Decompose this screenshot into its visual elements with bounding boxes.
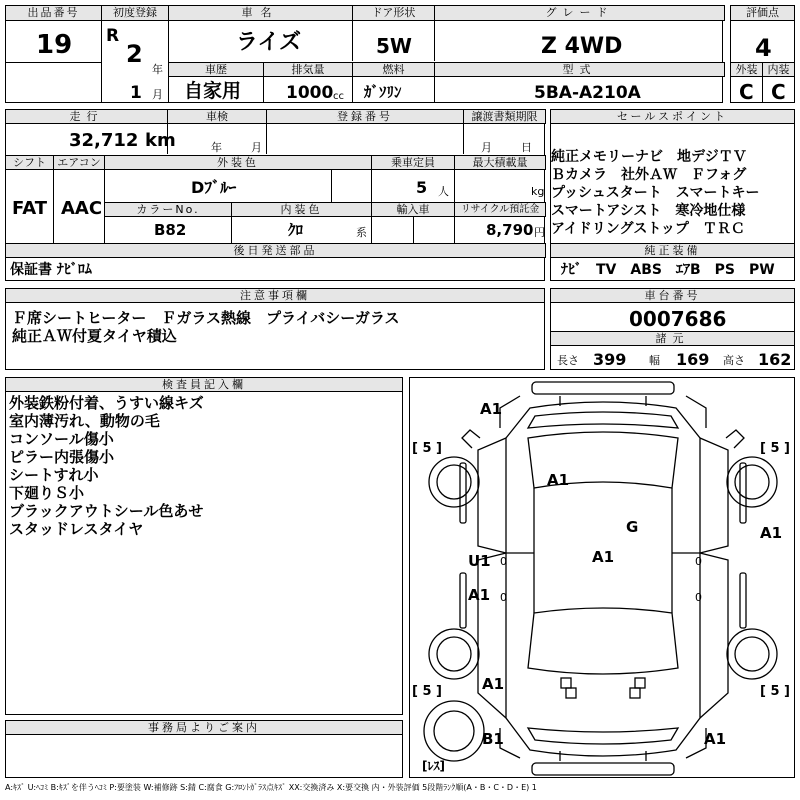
damage-diagram [409, 377, 795, 778]
wid-label: 幅 [649, 354, 660, 367]
disp-label: 排気量 [263, 62, 353, 77]
disp-unit: cc [333, 91, 344, 102]
notes-line: Ｆ席シートヒーター Ｆガラス熱線 プライバシーガラス [12, 309, 400, 327]
header-block [5, 5, 723, 103]
reg-year-unit: 年 [152, 63, 163, 76]
damage-mark: A1 [760, 524, 783, 542]
inspector-lines [6, 392, 402, 538]
door-label: ドア形状 [352, 5, 435, 21]
notes-label: 注意事項欄 [6, 289, 544, 303]
model-label: 型式 [434, 62, 725, 77]
equip-label: 純正装備 [550, 243, 795, 258]
reg-month-unit: 月 [152, 88, 163, 101]
office-block [5, 720, 403, 778]
mileage-label: 走行 [5, 109, 168, 124]
car-name: ライズ [236, 30, 302, 55]
transfer-day: 日 [521, 141, 532, 154]
inspection-year: 年 [211, 141, 222, 154]
transfer-label: 譲渡書類期限 [463, 109, 546, 124]
capacity-unit: 人 [438, 185, 449, 198]
chassis-label: 車台番号 [551, 289, 794, 303]
ext-rating: C [739, 80, 754, 104]
zero-mark: 0 [500, 555, 507, 568]
rating-label: 評価点 [730, 5, 795, 21]
int-label: 内装 [762, 62, 795, 77]
damage-mark: A1 [482, 675, 505, 693]
inspector-line: コンソール傷小 [9, 430, 114, 448]
inspection-month: 月 [251, 141, 262, 154]
ext-label: 外装 [730, 62, 763, 77]
wid-value: 169 [676, 350, 710, 369]
sales-line: プッシュスタート スマートキー [551, 185, 760, 201]
rating-block [730, 5, 795, 103]
recycle-unit: 円 [534, 226, 545, 239]
transfer-month: 月 [481, 141, 492, 154]
tire-depth: [ 5 ] [412, 684, 442, 699]
chassis-block [550, 288, 795, 370]
ac-label: エアコン [53, 155, 105, 170]
reg-month: 1 [130, 83, 142, 103]
fuel-value: ｶﾞｿﾘﾝ [364, 83, 402, 101]
shift-value: FAT [12, 198, 48, 219]
mileage-value: 32,712 [69, 130, 139, 151]
sales-line: Ｂカメラ 社外ＡＷ Ｆフォグ [551, 167, 747, 183]
damage-mark: G [626, 518, 639, 536]
int-rating: C [771, 80, 786, 104]
capacity-value: 5 [416, 178, 428, 197]
load-label: 最大積載量 [454, 155, 546, 170]
notes-line: 純正ＡＷ付夏タイヤ積込 [12, 327, 177, 345]
inspector-label: 検査員記入欄 [6, 378, 402, 392]
plate-label: 登録番号 [266, 109, 464, 124]
tire-depth: [ 5 ] [412, 441, 442, 456]
sales-line: スマートアシスト 寒冷地仕様 [551, 203, 746, 219]
history-value: 自家用 [184, 80, 242, 102]
inspector-line: スタッドレスタイヤ [9, 520, 144, 538]
tire-depth: [ 5 ] [760, 441, 790, 456]
inspector-line: シートすれ小 [9, 466, 99, 484]
spec-block [5, 109, 545, 281]
legend-text: A:ｷｽﾞ U:ﾍｺﾐ B:ｷｽﾞを伴うﾍｺﾐ P:要塗装 W:補修跡 S:錆 C:腐食 G:ﾌﾛﾝﾄｶﾞﾗｽ点ｷｽﾞ XX:交換済み X:要交換 内・外装評価 5段階ﾗﾝｸ順(A・B・C・D・E) 1 [5, 783, 537, 792]
shift-label: シフト [5, 155, 54, 170]
inspector-line: ブラックアウトシール色あせ [9, 502, 204, 520]
car-outline-svg [410, 378, 796, 779]
grade-label: グレード [434, 5, 725, 21]
door-value: 5W [376, 34, 412, 58]
spare-tire: [ﾚｽ] [422, 759, 445, 773]
len-label: 長さ [557, 354, 579, 367]
notes-block [5, 288, 545, 370]
int-color-unit: 系 [356, 226, 367, 239]
damage-mark: A1 [592, 548, 615, 566]
history-label: 車歴 [168, 62, 264, 77]
reg-label: 初度登録 [101, 5, 169, 21]
int-color-value: ｸﾛ [288, 221, 304, 239]
rating-value: 4 [755, 34, 772, 62]
damage-mark: A1 [547, 471, 570, 489]
inspector-line: ピラー内張傷小 [9, 448, 115, 466]
hei-value: 162 [758, 350, 792, 369]
car-label: 車名 [168, 5, 353, 21]
inspection-label: 車検 [167, 109, 267, 124]
later-value: 保証書 ﾅﾋﾞﾛﾑ [10, 262, 92, 278]
damage-mark: U1 [468, 552, 491, 570]
damage-mark: A1 [468, 586, 491, 604]
color-no-label: カラーNo. [104, 202, 232, 217]
dims-label: 諸元 [550, 331, 795, 346]
zero-mark: 0 [695, 555, 702, 568]
reg-year: 2 [126, 40, 143, 68]
chassis-value: 0007686 [629, 307, 727, 331]
ac-value: AAC [61, 198, 103, 219]
damage-mark: B1 [482, 730, 504, 748]
lot-value: 19 [36, 30, 73, 60]
recycle-label: リサイクル預託金 [454, 202, 546, 217]
ext-color-label: 外装色 [104, 155, 372, 170]
capacity-label: 乗車定員 [371, 155, 455, 170]
damage-mark: A1 [704, 730, 727, 748]
sales-line: アイドリングストップ ＴＲＣ [551, 221, 745, 237]
fuel-label: 燃料 [352, 62, 435, 77]
mileage-unit: km [145, 130, 176, 151]
int-color-label: 内装色 [231, 202, 372, 217]
load-unit: kg [531, 185, 545, 198]
zero-mark: 0 [695, 591, 702, 604]
later-label: 後日発送部品 [5, 243, 546, 258]
office-label: 事務局よりご案内 [6, 721, 402, 735]
grade-value: Z 4WD [541, 34, 623, 59]
sales-label: セールスポイント [551, 110, 794, 124]
sales-line: 純正メモリーナビ 地デジＴＶ [551, 149, 747, 165]
len-value: 399 [593, 350, 627, 369]
zero-mark: 0 [500, 591, 507, 604]
inspector-line: 室内薄汚れ、動物の毛 [9, 412, 160, 430]
hei-label: 高さ [723, 354, 745, 367]
import-label: 輸入車 [371, 202, 455, 217]
inspector-line: 外装鉄粉付着、うすい線キズ [9, 394, 204, 412]
ext-color-value: Dﾌﾞﾙｰ [191, 178, 237, 197]
inspector-line: 下廻りＳ小 [9, 484, 85, 502]
reg-era: R [106, 26, 120, 46]
recycle-value: 8,790 [486, 221, 534, 239]
damage-mark: A1 [480, 400, 503, 418]
inspector-block [5, 377, 403, 715]
sales-block [550, 109, 795, 281]
equip-value: ﾅﾋﾞ TV ABS ｴｱB PS PW [561, 262, 775, 278]
color-no-value: B82 [154, 221, 187, 239]
lot-label: 出品番号 [5, 5, 102, 21]
sales-lines [551, 148, 759, 238]
model-value: 5BA-A210A [534, 83, 641, 103]
disp-value: 1000 [286, 83, 334, 103]
tire-depth: [ 5 ] [760, 684, 790, 699]
